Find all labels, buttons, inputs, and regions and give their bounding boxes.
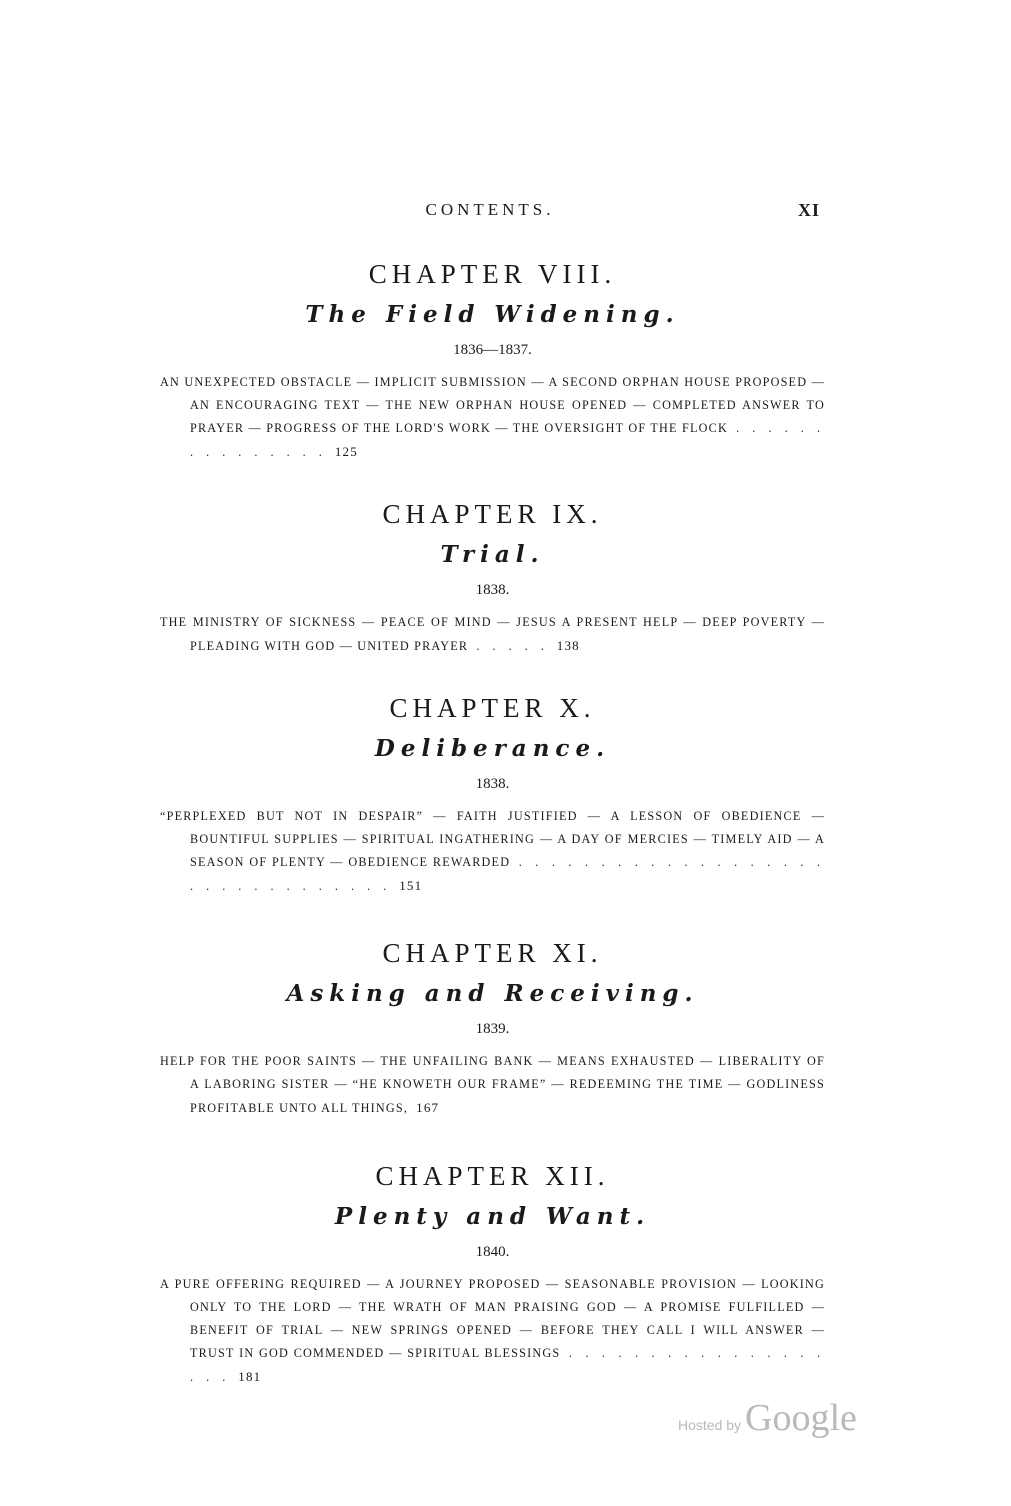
chapter-years: 1840. bbox=[475, 1244, 510, 1260]
chapter-heading: CHAPTER XII. bbox=[375, 1161, 610, 1191]
summary-text: “PERPLEXED BUT NOT IN DESPAIR” — FAITH JUSTIFIED — A LESSON OF OBEDIENCE — BOUNTIFUL SUPPLIES — SPIRITUAL INGATHERING — A DAY OF MERCIES — TIMELY AID — A SEASON OF PLENTY — OBEDIENCE REWARDED bbox=[160, 809, 825, 869]
chapter-heading: CHAPTER VIII. bbox=[368, 259, 617, 289]
chapter-years: 1838. bbox=[475, 582, 510, 598]
summary-page-number: 151 bbox=[399, 878, 423, 893]
dot-leader bbox=[408, 1101, 416, 1115]
chapter-summary bbox=[160, 371, 825, 464]
summary-text: THE MINISTRY OF SICKNESS — PEACE OF MIND — JESUS A PRESENT HELP — DEEP POVERTY — PLEADING WITH GOD — UNITED PRAYER bbox=[160, 615, 825, 653]
summary-text: AN UNEXPECTED OBSTACLE — IMPLICIT SUBMISSION — A SECOND ORPHAN HOUSE PROPOSED — AN ENCOURAGING TEXT — THE NEW ORPHAN HOUSE OPENED — COMPLETED ANSWER TO PRAYER — PROGRESS OF THE LORD'S WORK — THE OVERSIGHT OF THE FLOCK bbox=[160, 375, 825, 435]
chapter-entry-x bbox=[160, 692, 825, 898]
chapter-summary bbox=[160, 1050, 825, 1120]
dot-leader: . . . . . . . . . . . . . . . . . . . . . . . . . . . . . . . . bbox=[190, 855, 826, 893]
summary-text: A PURE OFFERING REQUIRED — A JOURNEY PROPOSED — SEASONABLE PROVISION — LOOKING ONLY TO THE LORD — THE WRATH OF MAN PRAISING GOD — A PROMISE FULFILLED — BENEFIT OF TRIAL — NEW SPRINGS OPENED — BEFORE THEY CALL I WILL ANSWER — TRUST IN GOD COMMENDED — SPIRITUAL BLESSINGS bbox=[160, 1277, 825, 1360]
watermark-prefix: Hosted by bbox=[678, 1417, 742, 1433]
chapter-years: 1839. bbox=[475, 1021, 510, 1037]
chapter-heading: CHAPTER XI. bbox=[382, 938, 603, 968]
chapter-subtitle: The Field Widening. bbox=[305, 301, 680, 328]
summary-text: HELP FOR THE POOR SAINTS — THE UNFAILING BANK — MEANS EXHAUSTED — LIBERALITY OF A LABORING SISTER — “HE KNOWETH OUR FRAME” — REDEEMING THE TIME — GODLINESS PROFITABLE UNTO ALL THINGS, bbox=[160, 1054, 825, 1115]
chapter-entry-xi bbox=[160, 937, 825, 1120]
chapter-years: 1838. bbox=[475, 776, 510, 792]
summary-page-number: 125 bbox=[334, 444, 358, 459]
dot-leader: . . . . . . . . . . . . . . . bbox=[190, 421, 826, 459]
chapter-subtitle: Trial. bbox=[440, 541, 545, 568]
google-logo: Google bbox=[745, 1397, 857, 1439]
chapter-summary bbox=[160, 1273, 825, 1389]
chapter-summary bbox=[160, 611, 825, 658]
summary-page-number: 181 bbox=[238, 1369, 262, 1384]
chapter-heading: CHAPTER IX. bbox=[382, 499, 603, 529]
chapter-subtitle: Asking and Receiving. bbox=[286, 980, 699, 1007]
chapter-heading: CHAPTER X. bbox=[389, 693, 596, 723]
chapter-subtitle: Plenty and Want. bbox=[334, 1203, 651, 1230]
chapter-entry-xii bbox=[160, 1160, 825, 1389]
running-head bbox=[160, 200, 820, 224]
chapter-subtitle: Deliberance. bbox=[374, 735, 611, 762]
chapter-entry-ix bbox=[160, 498, 825, 658]
dot-leader: . . . . . bbox=[468, 639, 557, 653]
chapter-years: 1836—1837. bbox=[453, 342, 532, 358]
chapter-entry-viii bbox=[160, 258, 825, 464]
summary-page-number: 167 bbox=[416, 1100, 440, 1115]
chapter-summary bbox=[160, 805, 825, 898]
running-title: CONTENTS. bbox=[425, 200, 555, 219]
dot-leader: . . . . . . . . . . . . . . . . . . . bbox=[190, 1346, 825, 1384]
hosted-by-google-watermark bbox=[678, 1396, 857, 1440]
page-number: XI bbox=[797, 200, 820, 220]
summary-page-number: 138 bbox=[556, 638, 580, 653]
